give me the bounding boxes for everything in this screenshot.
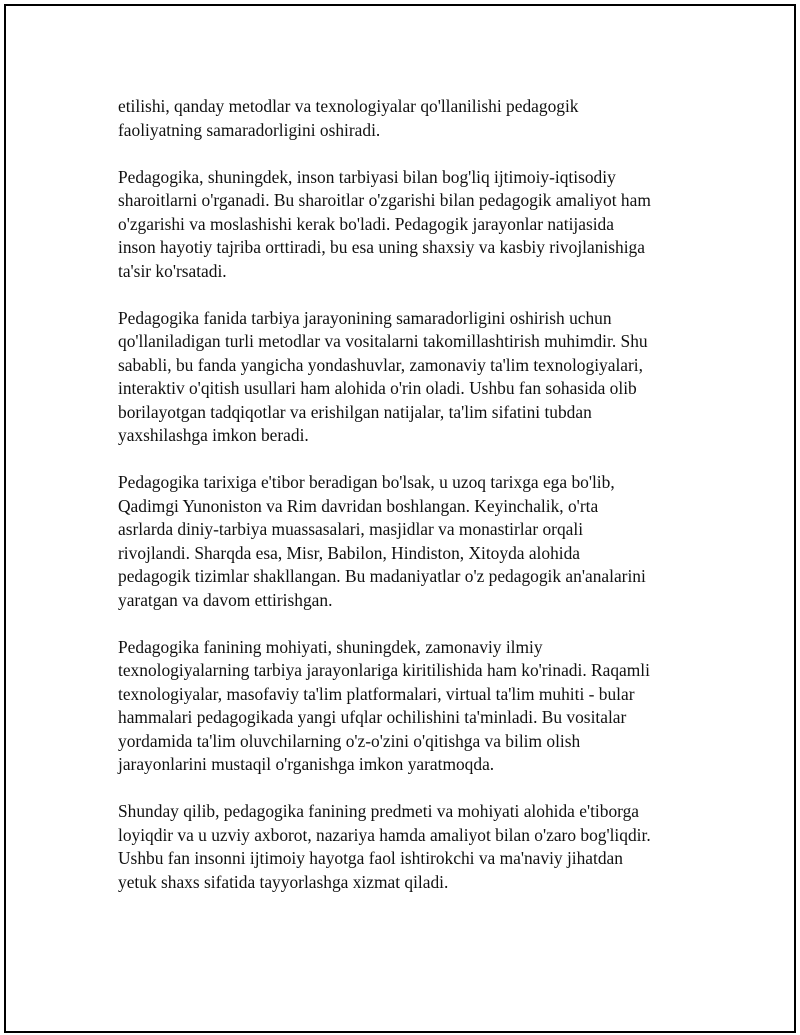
text-line: loyiqdir va u uzviy axborot, nazariya hamda amaliyot bilan o'zaro bog'liqdir. [118, 824, 651, 845]
text-line: hammalari pedagogikada yangi ufqlar ochilishini ta'minladi. Bu vositalar [118, 707, 627, 727]
text-line: qo'llaniladigan turli metodlar va vositalarni takomillashtirish muhimdir. Shu [118, 331, 648, 351]
text-line: yaxshilashga imkon beradi. [118, 425, 309, 445]
text-line: yetuk shaxs sifatida tayyorlashga xizmat qiladi. [118, 871, 449, 892]
text-line: Pedagogika tarixiga e'tibor beradigan bo'lsak, u uzoq tarixga ega bo'lib, [118, 472, 615, 492]
text-line: texnologiyalarning tarbiya jarayonlariga kiritilishida ham ko'rinadi. Raqamli [118, 660, 650, 680]
paragraph-4 [118, 471, 698, 612]
paragraph-3 [118, 307, 698, 448]
text-line: o'zgarishi va moslashishi kerak bo'ladi. Pedagogik jarayonlar natijasida [118, 213, 614, 234]
text-line: etilishi, qanday metodlar va texnologiyalar qo'llanilishi pedagogik [118, 96, 579, 116]
text-line: sharoitlarni o'rganadi. Bu sharoitlar o'zgarishi bilan pedagogik amaliyot ham [118, 190, 651, 210]
paragraph-6 [118, 800, 698, 894]
text-line: interaktiv o'qitish usullari ham alohida o'rin oladi. Ushbu fan sohasida olib [118, 378, 637, 398]
text-line: Ushbu fan insonni ijtimoiy hayotga faol ishtirokchi va ma'naviy jihatdan [118, 848, 623, 868]
paragraph-2 [118, 166, 698, 284]
text-line: Pedagogika fanida tarbiya jarayonining samaradorligini oshirish uchun [118, 307, 612, 328]
text-line: rivojlandi. Sharqda esa, Misr, Babilon, Hindiston, Xitoyda alohida [118, 542, 581, 563]
text-line: pedagogik tizimlar shakllangan. Bu madaniyatlar o'z pedagogik an'analarini [118, 566, 646, 586]
text-line: faoliyatning samaradorligini oshiradi. [118, 119, 381, 140]
paragraph-5 [118, 636, 698, 777]
text-line: Qadimgi Yunoniston va Rim davridan boshlangan. Keyinchalik, o'rta [118, 495, 599, 516]
document-body [118, 95, 698, 918]
text-line: yordamida ta'lim oluvchilarning o'z-o'zini o'qitishga va bilim olish [118, 730, 581, 751]
text-line: borilayotgan tadqiqotlar va erishilgan natijalar, ta'lim sifatini tubdan [118, 401, 592, 422]
text-line: ta'sir ko'rsatadi. [118, 260, 227, 281]
text-line: inson hayotiy tajriba orttiradi, bu esa uning shaxsiy va kasbiy rivojlanishiga [118, 237, 645, 257]
text-line: jarayonlarini mustaqil o'rganishga imkon yaratmoqda. [118, 754, 495, 774]
text-line: Pedagogika, shuningdek, inson tarbiyasi bilan bog'liq ijtimoiy-iqtisodiy [118, 166, 616, 187]
text-line: yaratgan va davom ettirishgan. [118, 589, 333, 610]
text-line: asrlarda diniy-tarbiya muassasalari, masjidlar va monastirlar orqali [118, 519, 584, 539]
text-line: texnologiyalar, masofaviy ta'lim platformalari, virtual ta'lim muhiti - bular [118, 683, 635, 704]
text-line: Shunday qilib, pedagogika fanining predmeti va mohiyati alohida e'tiborga [118, 801, 640, 821]
text-line: sababli, bu fanda yangicha yondashuvlar, zamonaviy ta'lim texnologiyalari, [118, 354, 643, 375]
paragraph-1 [118, 95, 698, 142]
text-line: Pedagogika fanining mohiyati, shuningdek, zamonaviy ilmiy [118, 636, 543, 657]
